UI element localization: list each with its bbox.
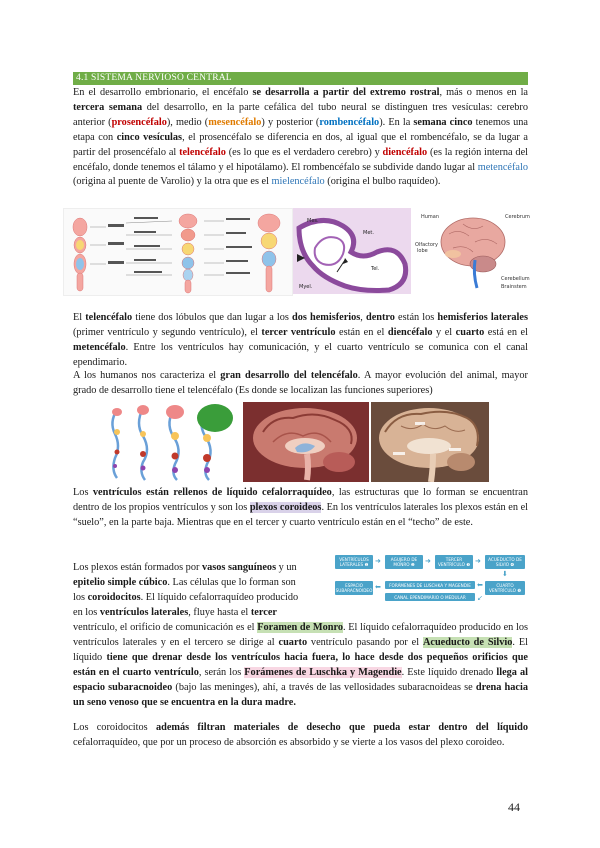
text: . Las células que lo forman son	[167, 577, 296, 588]
text: El	[73, 312, 86, 323]
text: ) y posterior (	[261, 116, 320, 128]
label-human: Human	[421, 214, 440, 220]
label-tel: Tel.	[371, 266, 380, 272]
arrow-right-icon: ➜	[425, 557, 431, 565]
text-bold: además filtran materiales de desecho que pueda estar dentro del líquido	[155, 722, 528, 733]
arrow-right-icon: ➜	[475, 557, 481, 565]
flow-box-foramenes-luschka-magendie: FORÁMENES DE LUSCHKA Y MAGENDIE	[385, 581, 475, 589]
paragraph-telencephalon-development	[73, 369, 528, 399]
text-bold: coroidocitos	[87, 592, 141, 603]
term-diencefalo: diencéfalo	[382, 146, 428, 158]
text: en los	[73, 607, 100, 618]
flow-box-tercer-ventriculo: TERCER VENTRÍCULO ❸	[435, 555, 473, 569]
flow-box-canal-ependimario: CANAL EPENDIMARIO O MEDULAR	[385, 593, 475, 601]
embryo-vesicles-diagram	[63, 208, 293, 296]
embryo-section-histology	[293, 208, 411, 294]
text-bold: ventrículos están rellenos de líquido cefalorraquídeo	[92, 487, 332, 498]
text: ventrículo pasando por el	[307, 636, 423, 648]
flow-box-ventriculos-laterales: VENTRÍCULOS LATERALES ❶	[335, 555, 373, 569]
page-number: 44	[508, 800, 520, 814]
human-brain-illustration	[413, 208, 530, 294]
section-title: 4.1 SISTEMA NERVIOSO CENTRAL	[73, 72, 528, 85]
paragraph-embryology	[73, 86, 528, 190]
text: ventrículo, el orificio de comunicación es el	[73, 622, 258, 633]
text: ,	[360, 312, 366, 323]
text: (origina el bulbo raquídeo).	[324, 176, 441, 188]
text: (es lo que es el verdadero cerebro) y	[225, 146, 383, 158]
text: Los coroidocitos	[73, 722, 156, 733]
text-bold: tercer	[250, 607, 277, 618]
text: está en el	[484, 326, 528, 338]
text: Los	[73, 487, 93, 498]
text: , serán los	[198, 666, 245, 678]
text-bold: se desarrolla a partir del extremo rostral	[252, 87, 440, 98]
label-cerebrum: Cerebrum	[505, 214, 530, 220]
text-bold: cuarto	[278, 636, 308, 648]
text-bold: dos hemisferios	[292, 312, 361, 323]
text-bold: epitelio simple cúbico	[73, 577, 168, 588]
text: y un	[276, 562, 297, 573]
text-bold: cuarto	[455, 326, 485, 338]
term-prosencefalo: prosencéfalo	[111, 116, 167, 128]
wrap-line-1	[73, 561, 331, 576]
text-bold: vasos sanguíneos	[201, 562, 277, 573]
text: (es la región interna del encéfalo, donde tenemos el tálamo y el hipotálamo). El rombencéfalo se subdivide dando lugar al	[73, 146, 528, 173]
paragraph-csf-circulation	[73, 621, 528, 710]
term-telencefalo: telencéfalo	[179, 146, 226, 158]
text-bold: semana cinco	[413, 116, 473, 128]
term-plexos-coroideos: plexos coroideos	[249, 501, 322, 513]
term-foramen-monro: Foramen de Monro	[257, 622, 344, 633]
text-bold: hemisferios laterales	[437, 312, 528, 323]
text: . Este líquido drenado	[401, 666, 497, 678]
text: , el prosencéfalo se diferencia en dos, al igual que el rombencéfalo, se da lugar a partir del prosencéfalo al	[73, 131, 528, 158]
text: En el desarrollo embrionario, el encéfalo	[73, 87, 253, 98]
text-bold: cinco vesículas	[116, 131, 183, 143]
text: tiene dos lóbulos que dan lugar a los	[132, 312, 292, 323]
label-olfactory: Olfactory	[415, 242, 438, 248]
paragraph-ventricles-location	[73, 311, 528, 371]
arrow-right-icon: ➜	[375, 557, 381, 565]
flow-box-espacio-subaracnoideo: ESPACIO SUBARACNOIDEO	[335, 583, 373, 593]
label-mes: Mes.	[307, 218, 319, 224]
arrow-left-icon: ⬅	[477, 581, 483, 589]
wrap-line-2	[73, 576, 331, 591]
text: del desarrollo, en la parte cefálica del tubo neural se distinguen tres vesículas: cerebro anterior (	[73, 101, 528, 128]
text: están los	[394, 312, 438, 323]
text-bold: llega al espacio subaracnoideo	[73, 666, 528, 693]
text-bold: tiene que drenar desde los ventrículos hacia fuera, lo hace desde dos pequeños orificios que están en el cuarto ventrículo	[73, 651, 528, 678]
label-lobe: lobe	[417, 248, 428, 254]
text-bold: telencéfalo	[85, 312, 133, 323]
wrap-line-3	[73, 591, 331, 606]
label-cerebellum: Cerebellum	[501, 276, 530, 282]
text: los	[73, 592, 88, 603]
flow-box-agujero-monro: AGUJERO DE MONRO ❷	[385, 555, 423, 569]
text: (bajo las meninges), ahí, a través de las vellosidades subaracnoideas se	[172, 681, 476, 693]
text: . Entre los ventrículos hay comunicación, y el cuarto ventrículo se comunica con el canal ependimario.	[73, 341, 528, 368]
term-rombencefalo: rombencéfalo	[319, 116, 380, 128]
text: y el	[432, 326, 456, 338]
flow-box-cuarto-ventriculo: CUARTO VENTRÍCULO ❺	[485, 581, 525, 595]
paragraph-csf-plexuses	[73, 486, 528, 531]
text: . El líquido cefalorraquídeo producido	[140, 592, 299, 603]
text: Los plexos están formados por	[73, 562, 202, 573]
term-acueducto-silvio: Acueducto de Silvio	[422, 636, 513, 648]
text-bold: gran desarrollo del telencéfalo	[220, 370, 358, 381]
text: A los humanos nos caracteriza el	[73, 370, 221, 381]
term-mielencefalo: mielencéfalo	[271, 176, 325, 188]
text: . A mayor evolución del animal, mayor grado de desarrollo tiene el telencéfalo (Es donde se localizan las funciones superiores)	[73, 370, 528, 396]
term-metencefalo: metencéfalo	[477, 161, 528, 173]
text: están en el	[335, 326, 388, 338]
text: ). En la	[379, 116, 414, 128]
brain-sagittal-section-photo	[243, 402, 369, 482]
flow-box-acueducto-silvio: ACUEDUCTO DE SILVIO ❹	[485, 555, 525, 569]
text: , más o menos en la	[439, 87, 529, 98]
arrow-down-left-icon: ↙	[477, 594, 483, 602]
paragraph-coroidocitos-filter	[73, 721, 528, 751]
evolution-brain-diagram	[103, 402, 241, 482]
text: , fluye hasta el	[188, 607, 251, 618]
term-mesencefalo: mesencéfalo	[208, 116, 262, 128]
text: tenemos una etapa con	[73, 116, 528, 143]
text: . El líquido	[73, 636, 528, 663]
text-bold: tercera semana	[73, 101, 143, 113]
label-met: Met.	[363, 230, 374, 236]
text: (primer ventrículo y segundo ventrículo), el	[73, 326, 262, 338]
arrow-down-icon: ⬇	[502, 570, 508, 578]
arrow-left-icon: ⬅	[375, 583, 381, 591]
text-bold: tercer ventrículo	[261, 326, 336, 338]
text-bold: metencéfalo	[73, 341, 126, 353]
text-bold: drena hacia un seno venoso que se encuentra en la dura madre.	[73, 681, 529, 708]
text: . En los ventrículos laterales los plexos están en el “suelo”, en la parte baja. Mientras que en el tercer y cuarto ventrículo están en el “techo” de este.	[73, 501, 528, 528]
text-bold: ventrículos laterales	[99, 607, 189, 618]
text-bold: diencéfalo	[387, 326, 433, 338]
brain-mri-sagittal	[371, 402, 489, 482]
label-brainstem: Brainstem	[501, 284, 527, 290]
wrap-line-4	[73, 606, 331, 621]
text: , las estructuras que lo forman se encuentran dentro de los propios ventrículos y son los	[73, 487, 528, 513]
text: . El líquido cefalorraquídeo producido en los ventrículos laterales y en el tercero se dirige al	[73, 622, 529, 648]
text: ), medio (	[166, 116, 209, 128]
text: (origina al puente de Varolio) y la otra que es el	[73, 176, 272, 188]
text-bold: dentro	[365, 312, 395, 323]
term-foramenes-luschka-magendie: Forámenes de Luschka y Magendie	[244, 666, 402, 678]
label-myel: Myel.	[299, 284, 313, 290]
text: cefalorraquídeo, que por un proceso de absorción es absorbido y se vierte a los vasos del plexo coroideo.	[73, 736, 505, 748]
